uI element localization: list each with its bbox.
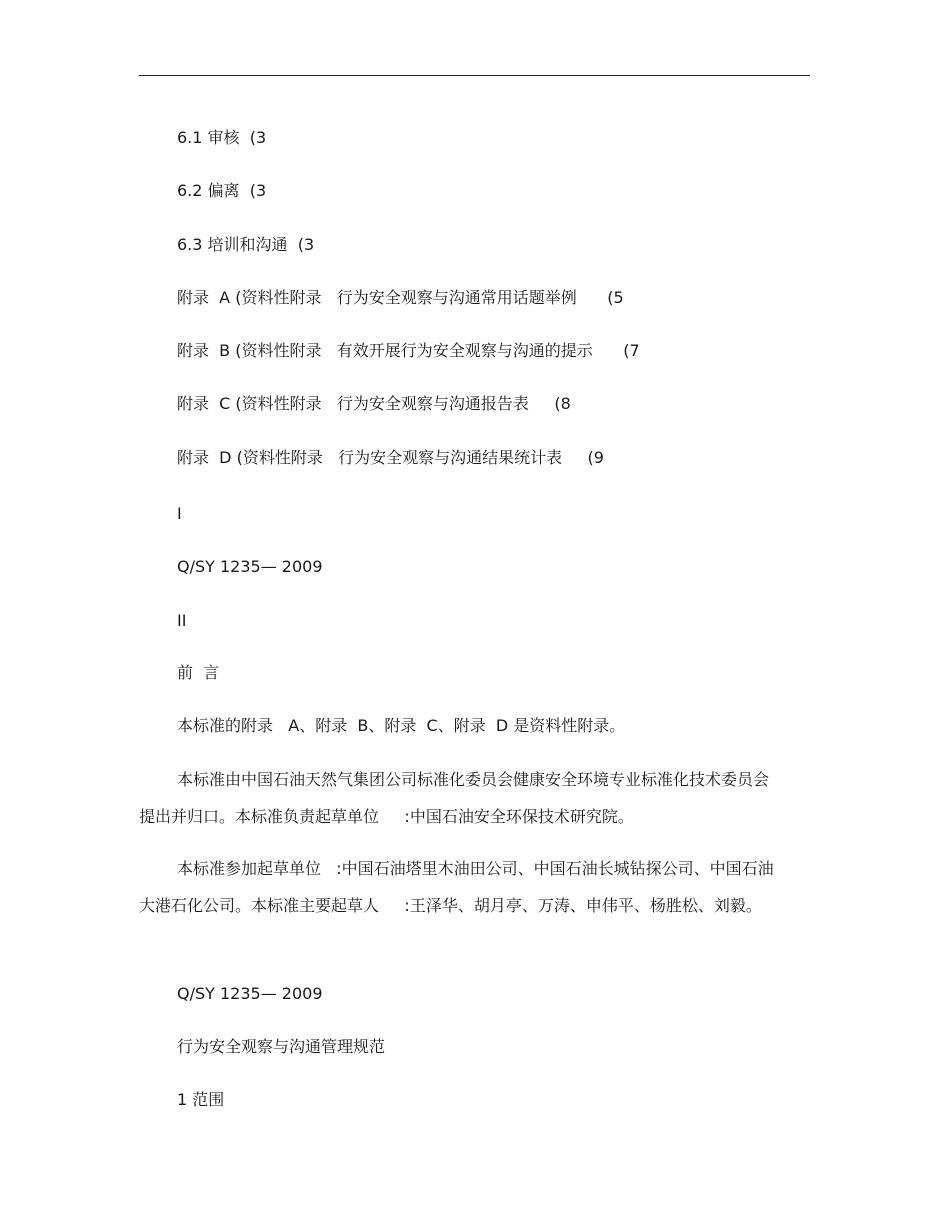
section-heading-scope: 1 范围 (177, 1090, 225, 1109)
toc-entry-6-3: 6.3 培训和沟通 (3 (177, 235, 315, 254)
toc-entry-appendix-a: 附录 A (资料性附录 行为安全观察与沟通常用话题举例 (5 (177, 288, 624, 307)
standard-code-2: Q/SY 1235— 2009 (177, 984, 323, 1003)
foreword-paragraph-2: 本标准参加起草单位 :中国石油塔里木油田公司、中国石油长城钻探公司、中国石油大港石化公司。本标准主要起草人 :王泽华、胡月亭、万涛、申伟平、杨胜松、刘毅。 (139, 859, 774, 915)
page-number-roman-2: II (177, 611, 187, 630)
foreword-appendix-note: 本标准的附录 A、附录 B、附录 C、附录 D 是资料性附录。 (177, 716, 626, 735)
document-title: 行为安全观察与沟通管理规范 (177, 1037, 386, 1056)
foreword-paragraph-1: 本标准由中国石油天然气集团公司标准化委员会健康安全环境专业标准化技术委员会提出并归口。本标准负责起草单位 :中国石油安全环保技术研究院。 (139, 770, 770, 826)
toc-entry-appendix-d: 附录 D (资料性附录 行为安全观察与沟通结果统计表 (9 (177, 448, 604, 467)
toc-entry-appendix-c: 附录 C (资料性附录 行为安全观察与沟通报告表 (8 (177, 394, 571, 413)
toc-entry-6-1: 6.1 审核 (3 (177, 128, 267, 147)
toc-entry-appendix-b: 附录 B (资料性附录 有效开展行为安全观察与沟通的提示 (7 (177, 341, 640, 360)
foreword-title: 前 言 (177, 663, 220, 682)
toc-entry-6-2: 6.2 偏离 (3 (177, 181, 267, 200)
page-number-roman-1: I (177, 504, 182, 523)
standard-code: Q/SY 1235— 2009 (177, 557, 323, 576)
header-rule (139, 75, 810, 76)
